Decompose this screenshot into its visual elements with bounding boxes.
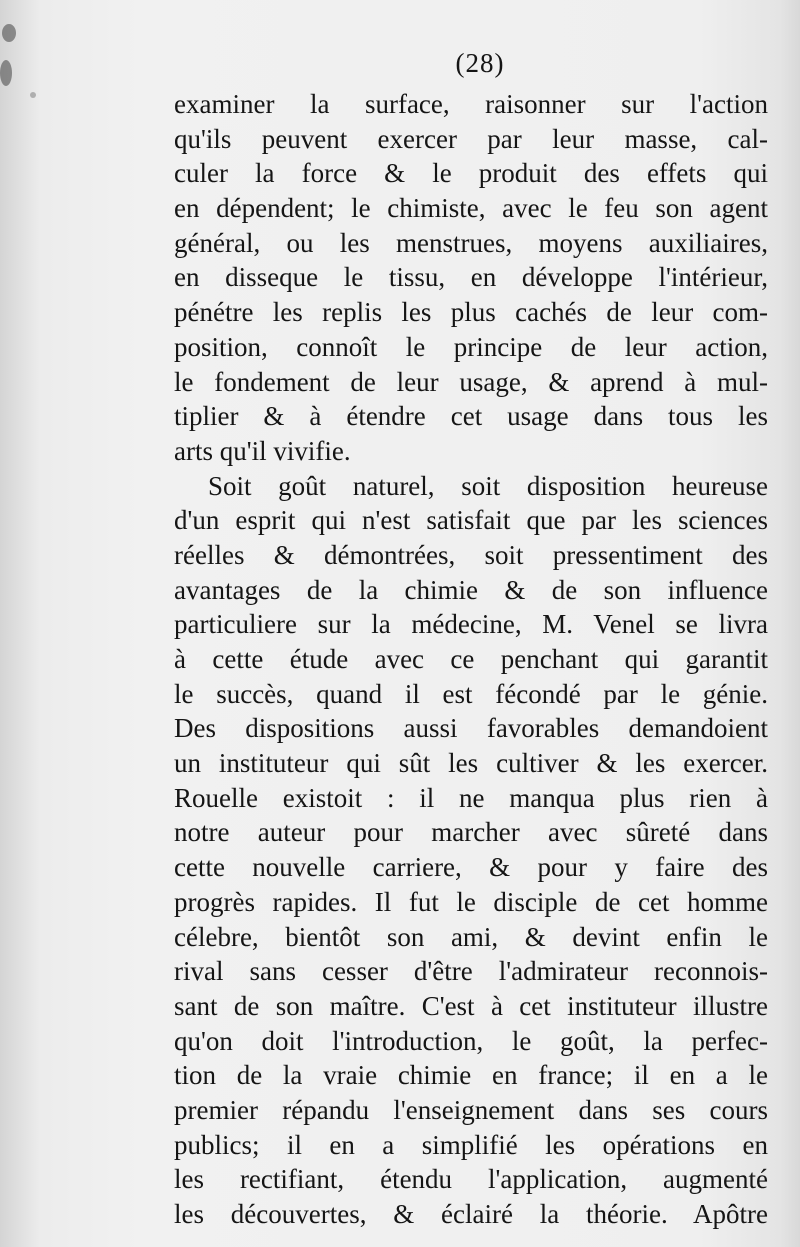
- text-line: le succès, quand il est fécondé par le génie.: [174, 678, 768, 709]
- text-line: Des dispositions aussi favorables demandoient: [174, 713, 768, 744]
- body-text: [174, 87, 768, 1232]
- text-line: sant de son maître. C'est à cet instituteur illustre: [174, 990, 768, 1021]
- text-line: arts qu'il vivifie.: [174, 435, 351, 466]
- text-line: en dépendent; le chimiste, avec le feu son agent: [174, 193, 768, 224]
- text-line: qu'on doit l'introduction, le goût, la perfec-: [174, 1025, 768, 1056]
- text-line: premier répandu l'enseignement dans ses cours: [174, 1094, 768, 1125]
- text-line: progrès rapides. Il fut le disciple de cet homme: [174, 886, 768, 917]
- text-line: culer la force & le produit des effets qui: [174, 158, 768, 189]
- text-line: tion de la vraie chimie en france; il en a le: [174, 1060, 768, 1091]
- text-line: examiner la surface, raisonner sur l'action: [174, 89, 768, 119]
- text-line: rival sans cesser d'être l'admirateur reconnois-: [174, 956, 768, 987]
- ink-spot: [2, 24, 16, 42]
- text-line: d'un esprit qui n'est satisfait que par les sciences: [174, 505, 768, 536]
- ink-spot: [0, 60, 12, 86]
- text-line: avantages de la chimie & de son influence: [174, 574, 768, 605]
- paragraph: [174, 87, 768, 469]
- text-line: un instituteur qui sût les cultiver & les exercer.: [174, 748, 768, 779]
- text-line: en disseque le tissu, en développe l'intérieur,: [174, 262, 768, 293]
- paragraph: [174, 469, 768, 1232]
- text-line: les découvertes, & éclairé la théorie. Apôtre: [174, 1199, 768, 1229]
- text-line: les rectifiant, étendu l'application, augmenté: [174, 1164, 768, 1195]
- text-line: publics; il en a simplifié les opérations en: [174, 1129, 768, 1160]
- text-line: à cette étude avec ce penchant qui garantit: [174, 644, 768, 674]
- text-line: notre auteur pour marcher avec sûreté dans: [174, 817, 768, 848]
- text-line: le fondement de leur usage, & aprend à mul-: [174, 366, 768, 397]
- page-number: (28): [455, 48, 505, 78]
- text-line: tiplier & à étendre cet usage dans tous les: [174, 401, 768, 432]
- text-line: Soit goût naturel, soit disposition heureuse: [208, 470, 768, 501]
- text-line: Rouelle existoit : il ne manqua plus rien à: [174, 782, 768, 813]
- text-line: cette nouvelle carriere, & pour y faire des: [174, 852, 768, 883]
- text-line: général, ou les menstrues, moyens auxiliaires,: [174, 227, 768, 258]
- text-line: particuliere sur la médecine, M. Venel se livra: [174, 609, 768, 640]
- text-line: réelles & démontrées, soit pressentiment des: [174, 539, 768, 570]
- text-line: position, connoît le principe de leur action,: [174, 331, 768, 362]
- text-line: pénétre les replis les plus cachés de leur com-: [174, 297, 768, 328]
- text-line: célebre, bientôt son ami, & devint enfin le: [174, 921, 768, 952]
- text-line: qu'ils peuvent exercer par leur masse, cal-: [174, 123, 768, 154]
- ink-spot: [30, 92, 36, 98]
